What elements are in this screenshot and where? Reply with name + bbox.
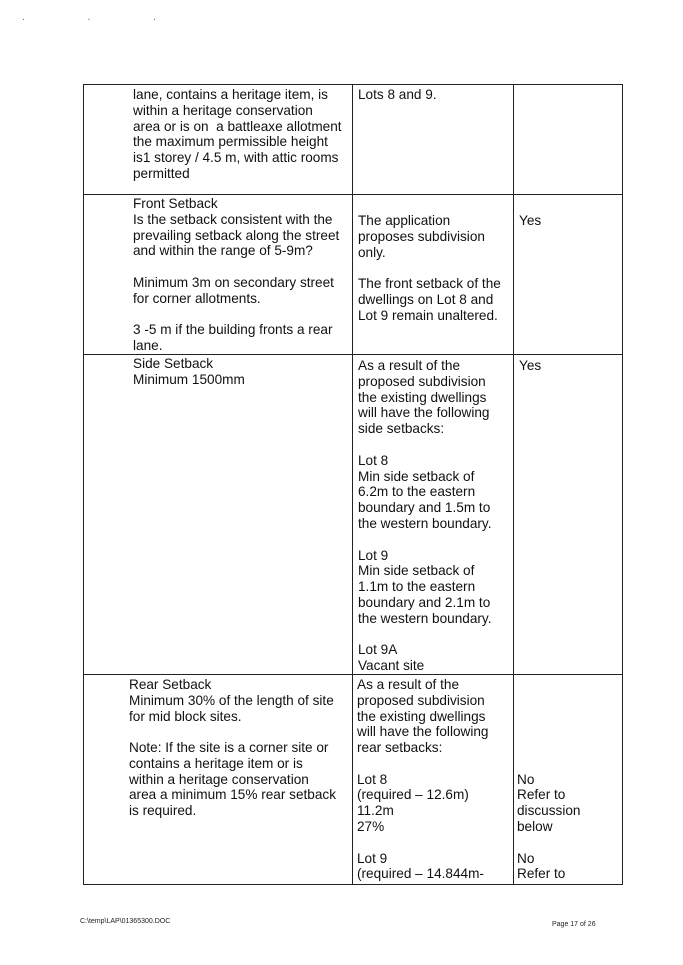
file-path: C:\temp\LAP\01365300.DOC bbox=[80, 918, 171, 925]
compliance-text: Yes bbox=[519, 213, 542, 228]
scan-marks: . . . bbox=[22, 12, 186, 23]
control-cell bbox=[84, 85, 353, 195]
table-row bbox=[84, 195, 623, 355]
compliance-text: Yes bbox=[519, 357, 542, 373]
control-cell bbox=[84, 195, 353, 355]
page-number: Page 17 of 26 bbox=[552, 921, 596, 928]
table-row bbox=[84, 85, 623, 195]
compliance-text bbox=[514, 85, 622, 87]
compliance-text: No Refer to discussion below No Refer to bbox=[517, 771, 581, 882]
proposal-cell bbox=[353, 85, 514, 195]
compliance-cell bbox=[514, 85, 623, 195]
control-text: Side Setback Minimum 1500mm bbox=[133, 355, 245, 387]
compliance-cell bbox=[514, 195, 623, 355]
control-text: Front Setback Is the setback consistent with the prevailing setback along the street and within the range of 5-9m? Minimum 3m on secondary street for corner allotments. 3 -5 m if the building fronts a rear lane. bbox=[133, 196, 340, 354]
proposal-text: The application proposes subdivision only. The front setback of the dwellings on Lot 8 and Lot 9 remain unaltered. bbox=[358, 213, 501, 323]
compliance-cell bbox=[514, 354, 623, 674]
assessment-table bbox=[83, 84, 623, 885]
compliance-cell bbox=[514, 674, 623, 884]
control-cell bbox=[84, 674, 353, 884]
proposal-cell bbox=[353, 674, 514, 884]
table-row bbox=[84, 354, 623, 674]
control-text: lane, contains a heritage item, is within a heritage conservation area or is on a battleaxe allotment the maximum permissible height is1 storey / 4.5 m, with attic rooms permitted bbox=[133, 87, 342, 181]
control-cell bbox=[84, 354, 353, 674]
proposal-cell bbox=[353, 195, 514, 355]
table-row bbox=[84, 674, 623, 884]
proposal-cell bbox=[353, 354, 514, 674]
proposal-text: Lots 8 and 9. bbox=[358, 87, 437, 102]
proposal-text: As a result of the proposed subdivision the existing dwellings will have the following side setbacks: Lot 8 Min side setback of 6.2m to the eastern boundary and 1.5m to the western boundary. Lot 9 Min side setback of 1.1m to the eastern boundary and 2.1m to the western boundary. Lot 9A Vacant site bbox=[358, 357, 492, 674]
proposal-text: As a result of the proposed subdivision the existing dwellings will have the following rear setbacks: Lot 8 (required – 12.6m) 11.2m 27% Lot 9 (required – 14.844m- bbox=[357, 676, 489, 882]
control-text: Rear Setback Minimum 30% of the length of site for mid block sites. Note: If the site is a corner site or contains a heritage item or is within a heritage conservation area a minimum 15% rear setback is required. bbox=[129, 676, 337, 819]
